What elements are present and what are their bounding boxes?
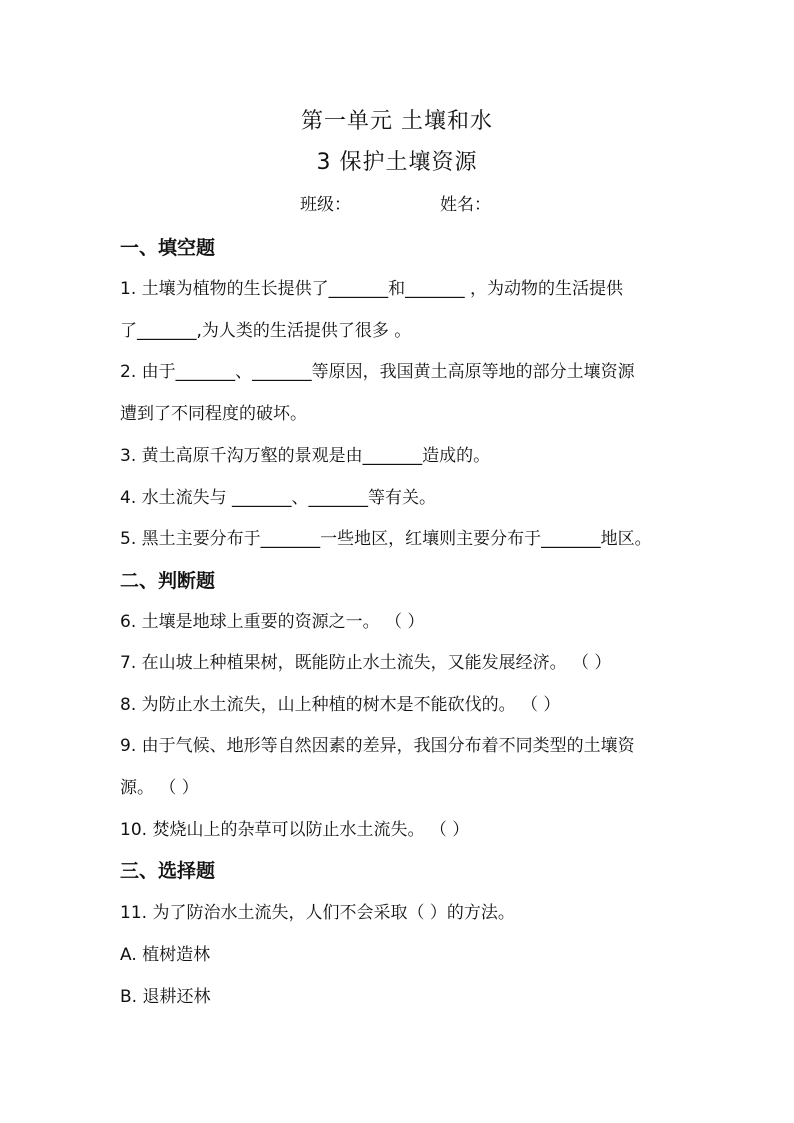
question-9-line-1: 9. 由于气候、地形等自然因素的差异，我国分布着不同类型的土壤资 bbox=[120, 736, 635, 756]
question-1-line-2: 了_______,为人类的生活提供了很多 。 bbox=[120, 321, 412, 341]
section-true-false: 二、判断题 bbox=[120, 570, 216, 592]
question-5: 5. 黑土主要分布于_______一些地区，红壤则主要分布于_______地区。 bbox=[120, 529, 652, 549]
unit-title: 第一单元 土壤和水 bbox=[301, 109, 493, 134]
question-3: 3. 黄土高原千沟万壑的景观是由_______造成的。 bbox=[120, 446, 491, 466]
lesson-title: 3 保护土壤资源 bbox=[316, 150, 478, 175]
question-8: 8. 为防止水土流失，山上种植的树木是不能砍伐的。 （ ） bbox=[120, 695, 561, 715]
question-9-line-2: 源。 （ ） bbox=[120, 778, 199, 798]
class-label: 班级： bbox=[300, 195, 351, 215]
question-2-line-2: 遭到了不同程度的破坏。 bbox=[120, 404, 307, 424]
section-multiple-choice: 三、选择题 bbox=[120, 860, 216, 882]
question-7: 7. 在山坡上种植果树，既能防止水土流失，又能发展经济。 （ ） bbox=[120, 653, 612, 673]
question-11-option-a: A. 植树造林 bbox=[120, 945, 211, 965]
question-10: 10. 焚烧山上的杂草可以防止水土流失。 （ ） bbox=[120, 820, 470, 840]
question-11-option-b: B. 退耕还林 bbox=[120, 987, 211, 1007]
question-4: 4. 水土流失与 _______、_______等有关。 bbox=[120, 488, 437, 508]
question-11: 11. 为了防治水土流失，人们不会采取（ ）的方法。 bbox=[120, 903, 515, 923]
question-1-line-1: 1. 土壤为植物的生长提供了_______和_______ ，为动物的生活提供 bbox=[120, 279, 624, 299]
question-6: 6. 土壤是地球上重要的资源之一。 （ ） bbox=[120, 612, 425, 632]
section-fill-in: 一、填空题 bbox=[120, 237, 216, 259]
question-2-line-1: 2. 由于_______、_______等原因，我国黄土高原等地的部分土壤资源 bbox=[120, 362, 635, 382]
name-label: 姓名： bbox=[440, 195, 491, 215]
